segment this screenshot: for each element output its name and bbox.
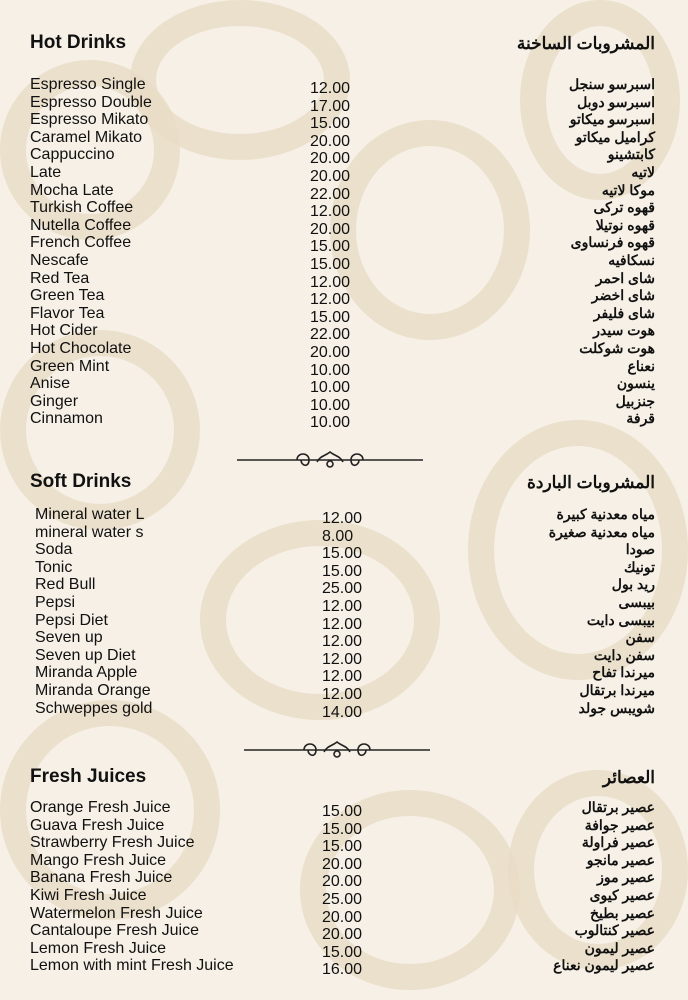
menu-item (0, 322, 688, 344)
item-name-ar: هوت سيدر (593, 322, 655, 339)
item-name-ar: اسبرسو سنجل (568, 76, 655, 92)
menu-item (0, 646, 688, 668)
menu-item (0, 216, 688, 238)
item-name-en: Watermelon Fresh Juice (30, 904, 203, 922)
item-name-ar: عصير ليمون نعناع (553, 957, 655, 974)
item-price: 20.00 (310, 220, 351, 238)
item-name-ar: مياه معدنية كبيرة (556, 506, 655, 522)
item-price: 10.00 (310, 379, 351, 397)
item-price: 20.00 (310, 132, 351, 150)
menu-item (0, 287, 688, 309)
item-name-ar: عصير كيوى (589, 887, 655, 903)
item-name-en: Tonic (35, 558, 73, 576)
item-name-ar: عصير جوافة (584, 816, 655, 833)
item-price: 17.00 (310, 97, 351, 115)
item-name-ar: سفن دايت (593, 646, 655, 663)
menu-item (0, 576, 688, 598)
item-price: 14.00 (322, 703, 363, 721)
menu-item (0, 375, 688, 397)
item-price: 12.00 (322, 650, 363, 668)
item-name-en: Orange Fresh Juice (30, 799, 171, 816)
item-price: 20.00 (322, 855, 363, 873)
section-title-en: Hot Drinks (30, 32, 127, 53)
item-name-ar: شاى فليفر (593, 304, 655, 321)
item-name-ar: موكا لاتيه (601, 181, 655, 198)
item-name-en: Miranda Apple (35, 664, 138, 682)
item-name-ar: مياه معدنية صغيرة (548, 523, 655, 540)
menu-item (0, 957, 688, 979)
menu-item (0, 558, 688, 580)
item-name-ar: شاى احمر (595, 269, 655, 286)
item-name-ar: عصير فراولة (581, 834, 655, 851)
item-name-en: Cantaloupe Fresh Juice (30, 922, 199, 940)
item-name-ar: عصير ليمون (584, 939, 655, 956)
menu-item (0, 834, 688, 856)
item-name-en: Red Bull (35, 576, 96, 594)
section-title-en: Fresh Juices (30, 766, 147, 787)
item-name-ar: اسبرسو دوبل (577, 93, 655, 110)
menu-item (0, 904, 688, 926)
item-price: 15.00 (322, 562, 363, 580)
menu-item (0, 664, 688, 686)
item-name-ar: عصير مانجو (586, 851, 655, 868)
item-price: 12.00 (322, 615, 363, 633)
item-name-en: Espresso Mikato (30, 111, 149, 129)
item-name-en: Caramel Mikato (30, 128, 143, 146)
item-price: 20.00 (310, 344, 351, 361)
menu-item (0, 269, 688, 291)
item-name-en: Lemon with mint Fresh Juice (30, 957, 234, 975)
item-name-ar: ينسون (616, 375, 655, 392)
menu-item (0, 128, 688, 150)
item-name-en: Lemon Fresh Juice (30, 939, 167, 957)
item-price: 25.00 (322, 580, 363, 598)
menu-item (0, 523, 688, 545)
menu-item (0, 199, 688, 221)
item-name-ar: بيبسى دايت (586, 611, 655, 628)
menu-item (0, 869, 688, 891)
menu-item (0, 93, 688, 115)
menu-item (0, 410, 688, 432)
menu-item (0, 611, 688, 633)
item-name-en: Seven up Diet (35, 646, 136, 664)
menu-item (0, 939, 688, 961)
item-price: 8.00 (322, 527, 354, 545)
item-name-en: Anise (30, 375, 71, 393)
item-price: 12.00 (322, 686, 363, 703)
menu-item (0, 340, 688, 361)
item-price: 12.00 (310, 203, 351, 221)
item-name-en: Cappuccino (30, 146, 115, 164)
section-title-ar: العصائر (602, 768, 655, 787)
menu-item (0, 887, 688, 908)
item-name-en: Nutella Coffee (30, 216, 132, 234)
item-name-ar: ميرندا تفاح (592, 664, 655, 681)
item-price: 12.00 (322, 598, 363, 615)
item-name-ar: عصير كنتالوب (574, 922, 655, 939)
item-name-en: Mineral water L (35, 506, 145, 523)
menu-item (0, 629, 688, 651)
item-name-en: Red Tea (30, 269, 90, 287)
item-name-ar: ميرندا برتقال (579, 682, 655, 698)
item-price: 12.00 (322, 633, 363, 651)
menu-item (0, 799, 688, 820)
menu-item (0, 851, 688, 873)
item-name-en: Hot Chocolate (30, 340, 132, 357)
item-name-en: Strawberry Fresh Juice (30, 834, 195, 852)
item-name-ar: شويبس جولد (578, 699, 655, 716)
item-name-en: mineral water s (35, 523, 144, 541)
item-price: 12.00 (310, 80, 351, 97)
menu-item (0, 816, 688, 838)
item-name-en: Cinnamon (30, 410, 103, 428)
item-price: 20.00 (322, 873, 363, 891)
item-price: 20.00 (322, 908, 363, 926)
item-name-ar: شاى اخضر (591, 287, 655, 304)
item-name-ar: بيبسى (618, 594, 655, 610)
menu-item (0, 146, 688, 168)
item-name-ar: صودا (625, 541, 655, 558)
menu-item (0, 506, 688, 527)
item-price: 22.00 (310, 185, 351, 203)
item-price: 20.00 (322, 926, 363, 944)
item-price: 10.00 (310, 414, 351, 432)
menu-item (0, 252, 688, 273)
item-price: 15.00 (322, 803, 363, 820)
item-name-en: French Coffee (30, 234, 132, 252)
item-name-ar: ريد بول (611, 576, 655, 593)
item-price: 15.00 (322, 545, 363, 563)
item-price: 15.00 (322, 838, 363, 856)
item-name-en: Miranda Orange (35, 682, 151, 699)
section-title-ar: المشروبات الساخنة (516, 34, 655, 53)
item-price: 10.00 (310, 396, 351, 414)
item-price: 25.00 (322, 891, 363, 908)
item-price: 10.00 (310, 361, 351, 379)
item-name-en: Turkish Coffee (30, 199, 134, 217)
item-name-en: Nescafe (30, 252, 89, 269)
item-name-ar: قرفة (626, 410, 655, 427)
item-name-ar: كابتشينو (607, 146, 655, 163)
item-price: 22.00 (310, 326, 351, 344)
menu-item (0, 922, 688, 944)
item-name-en: Mocha Late (30, 181, 114, 199)
menu-item (0, 392, 688, 414)
item-name-en: Soda (35, 541, 73, 559)
menu-item (0, 181, 688, 203)
item-name-en: Banana Fresh Juice (30, 869, 173, 887)
item-name-ar: لاتيه (631, 164, 655, 180)
item-name-ar: هوت شوكلت (579, 340, 655, 356)
item-name-en: Pepsi Diet (35, 611, 108, 629)
menu-item (0, 357, 688, 379)
item-name-ar: نسكافيه (608, 252, 655, 268)
item-price: 15.00 (310, 115, 351, 133)
item-name-en: Schweppes gold (35, 699, 153, 717)
item-name-ar: تونيك (623, 558, 655, 575)
item-name-en: Guava Fresh Juice (30, 816, 165, 834)
item-name-en: Seven up (35, 629, 103, 647)
item-name-ar: عصير موز (597, 869, 655, 886)
item-name-ar: عصير برتقال (581, 799, 655, 815)
menu-item (0, 594, 688, 615)
ornament-divider (244, 738, 430, 762)
item-price: 15.00 (322, 820, 363, 838)
item-name-ar: قهوه نوتيلا (595, 216, 655, 233)
section-title-en: Soft Drinks (30, 471, 132, 492)
item-name-ar: اسبرسو ميكاتو (569, 111, 655, 128)
menu-item (0, 304, 688, 326)
item-name-en: Espresso Double (30, 93, 152, 111)
item-price: 15.00 (322, 943, 363, 961)
item-name-en: Green Mint (30, 357, 110, 375)
item-name-en: Green Tea (30, 287, 105, 305)
item-price: 16.00 (322, 961, 363, 979)
item-name-ar: نعناع (627, 357, 655, 374)
item-name-en: Flavor Tea (30, 304, 105, 322)
item-price: 20.00 (310, 150, 351, 168)
item-name-en: Mango Fresh Juice (30, 851, 167, 869)
menu-item (0, 111, 688, 133)
item-name-ar: عصير بطيخ (590, 904, 655, 921)
menu-item (0, 76, 688, 97)
item-price: 15.00 (310, 256, 351, 273)
item-name-ar: كراميل ميكاتو (575, 128, 655, 145)
item-price: 12.00 (322, 510, 363, 527)
item-name-ar: قهوه فرنساوى (570, 234, 655, 251)
ornament-divider (237, 448, 423, 472)
item-price: 20.00 (310, 168, 351, 185)
item-price: 12.00 (310, 291, 351, 309)
item-name-ar: سفن (625, 629, 655, 646)
item-name-ar: قهوه تركى (593, 199, 655, 216)
item-price: 12.00 (322, 668, 363, 686)
item-name-en: Kiwi Fresh Juice (30, 887, 147, 904)
section-title-ar: المشروبات الباردة (526, 473, 655, 492)
menu-item (0, 699, 688, 721)
item-name-en: Late (30, 164, 62, 181)
menu-item (0, 234, 688, 256)
menu-item (0, 541, 688, 563)
item-name-ar: جنزبيل (615, 392, 655, 409)
item-price: 12.00 (310, 273, 351, 291)
item-price: 15.00 (310, 238, 351, 256)
item-name-en: Ginger (30, 392, 79, 410)
item-name-en: Espresso Single (30, 76, 146, 93)
item-name-en: Hot Cider (30, 322, 98, 340)
menu-item (0, 682, 688, 703)
menu-item (0, 164, 688, 185)
item-name-en: Pepsi (35, 594, 76, 611)
item-price: 15.00 (310, 308, 351, 326)
